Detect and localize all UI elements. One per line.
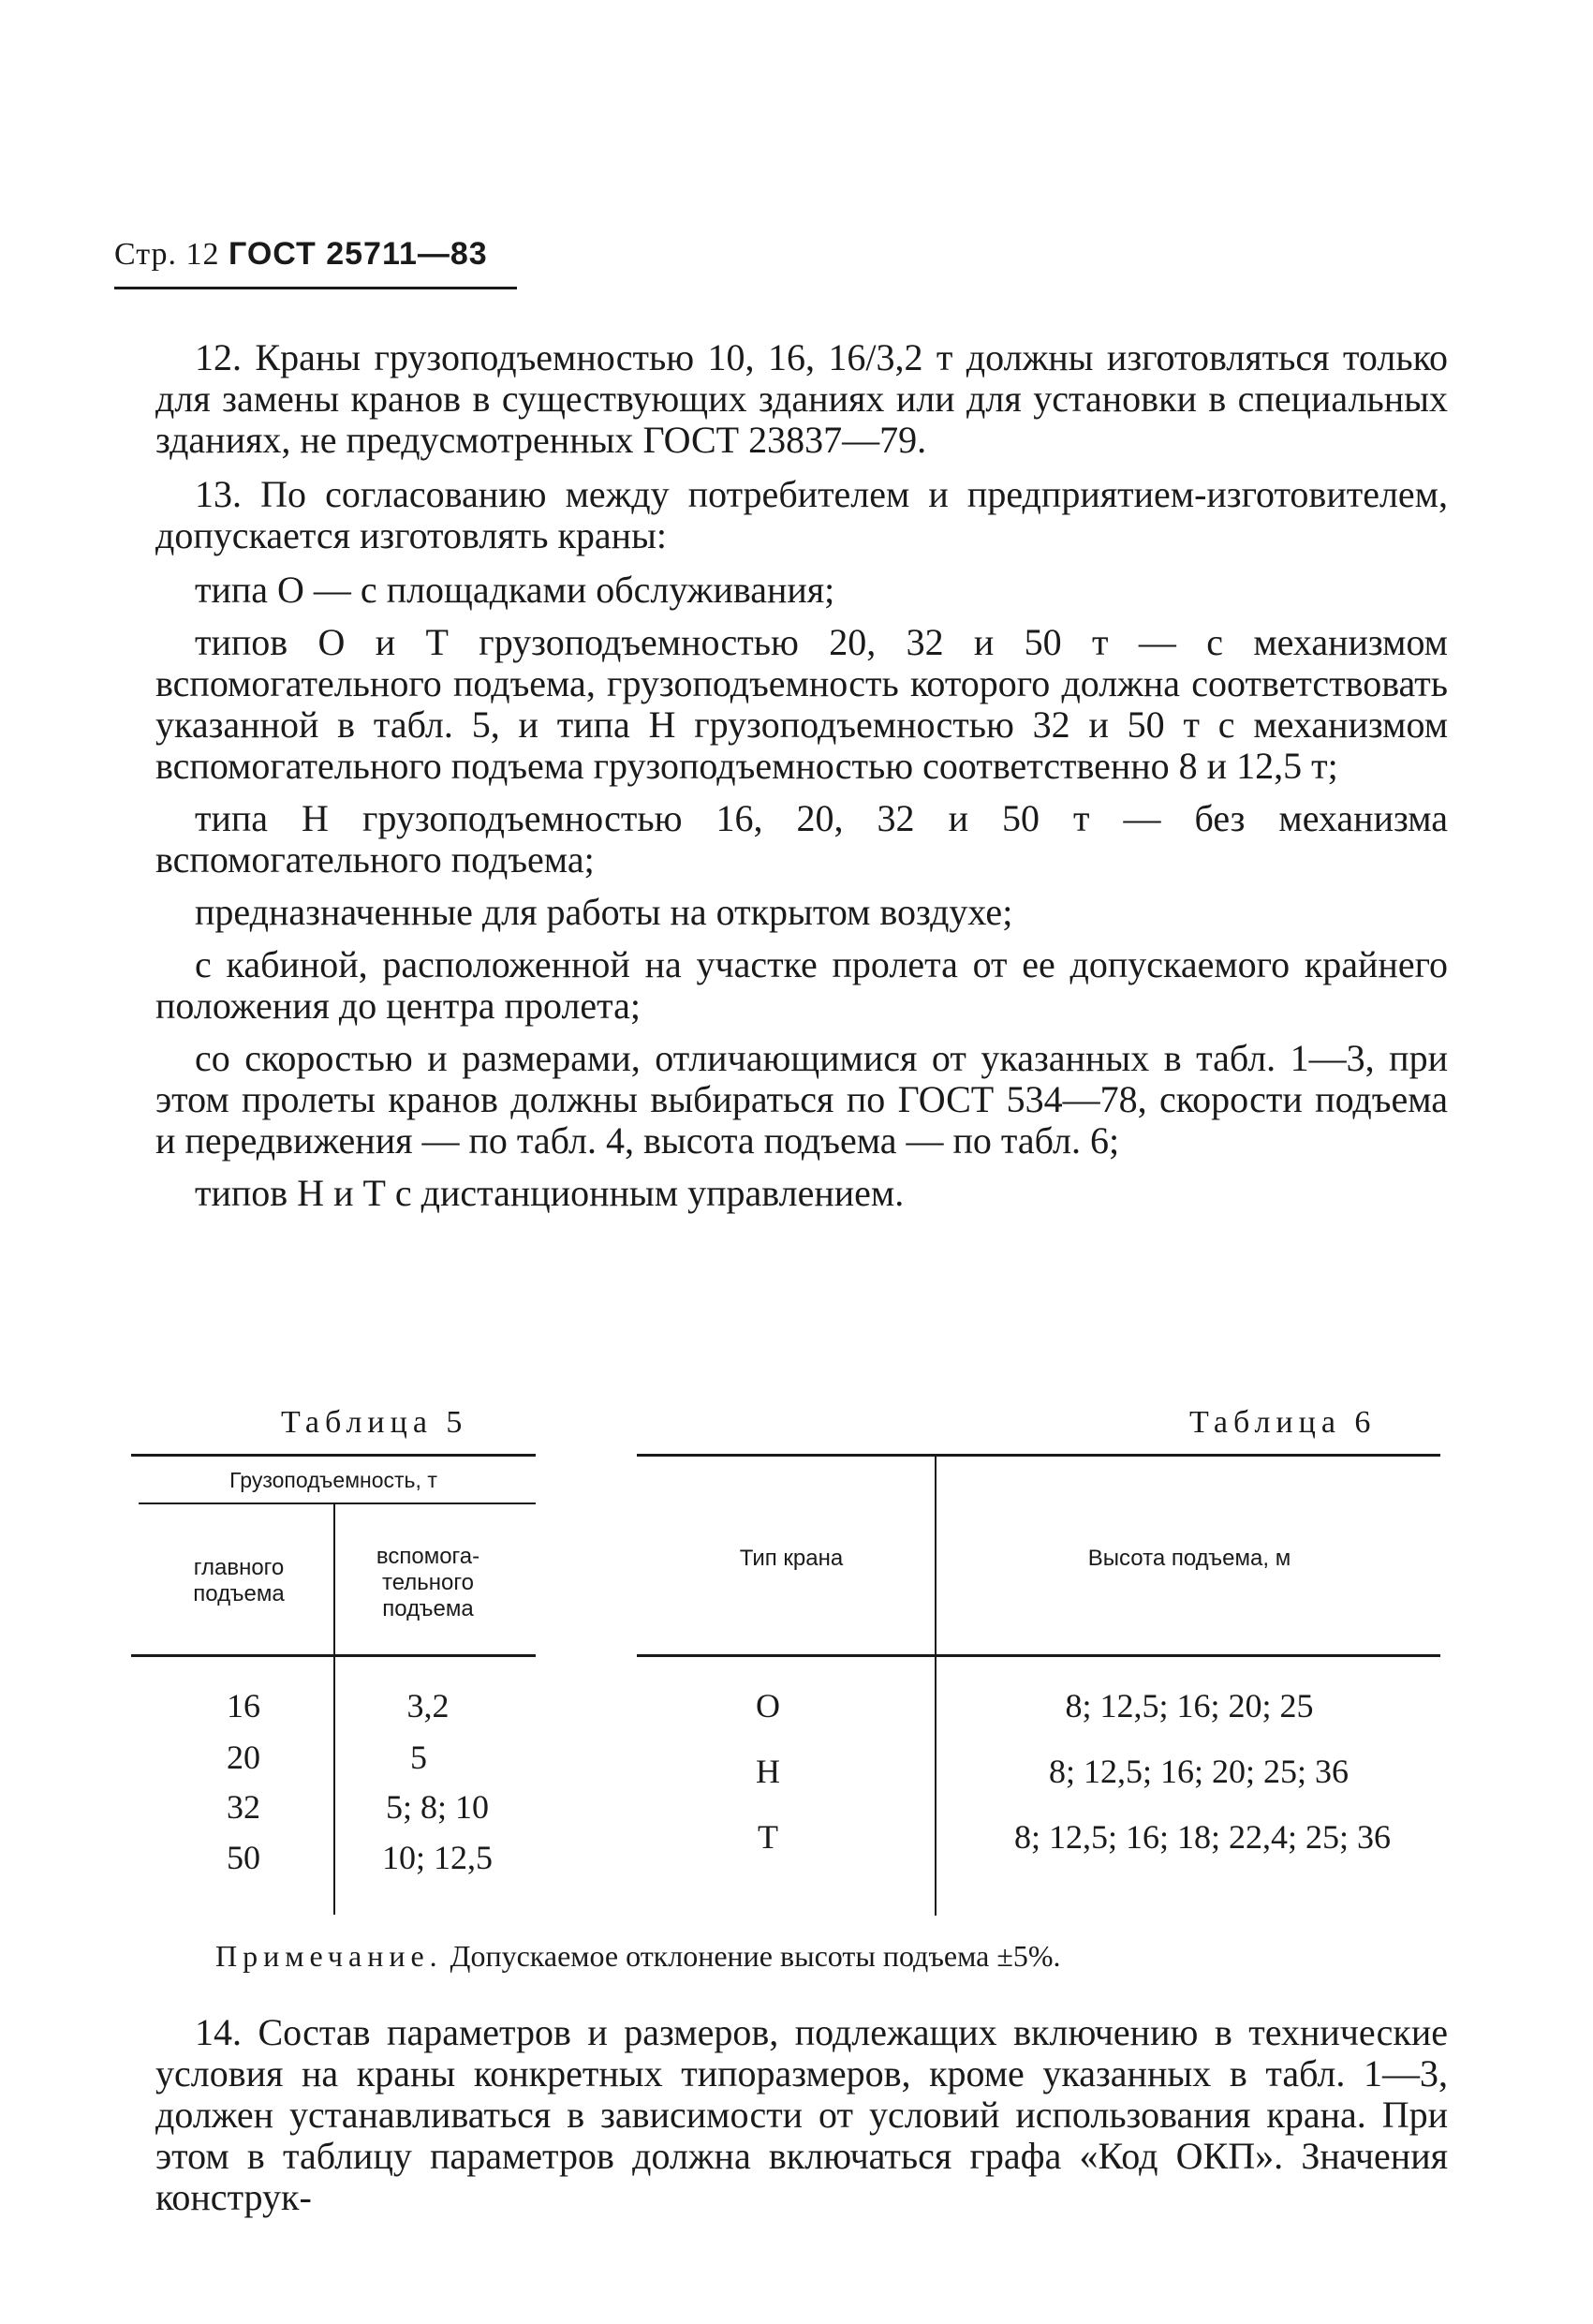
page-header [114,236,488,273]
table5-sub-rule [139,1502,536,1504]
table5-aux-value: 5; 8; 10 [385,1788,489,1826]
table6-type-value: О [756,1687,780,1724]
header-rule [114,287,517,289]
standard-code: ГОСТ 25711—83 [229,236,488,272]
table5-main-value: 32 [227,1788,260,1826]
list-item: с кабиной, расположенной на участке пролета от ее допускаемого крайнего положения до центра пролета; [155,943,1448,1027]
table6-col-type: Тип крана [739,1546,844,1571]
page-number: Стр. 12 [114,237,220,272]
table6-top-rule [637,1454,1440,1457]
paragraph-13: 13. По согласованию между потребителем и предприятием-изготовителем, допускается изготовлять краны: [155,473,1448,556]
table5-col-divider [333,1504,335,1915]
table6-caption: Таблица 6 [1189,1405,1377,1440]
table5-top-rule [131,1454,536,1457]
table5-aux-value: 5 [410,1739,427,1776]
table6-type-value: Т [758,1818,778,1856]
table5-col-main: главного подъема [193,1555,285,1606]
list-item: типов О и Т грузоподъемностью 20, 32 и 50 т — с механизмом вспомогательного подъема, грузоподъемность которого должна соответствовать указанной в табл. 5, и типа Н грузоподъемностью 32 и 50 т с механизмом вспомогательного подъема грузоподъемностью соответственно 8 и 12,5 т; [155,621,1448,787]
table6-col-height: Высота подъема, м [1087,1546,1291,1571]
table6-col-divider [935,1457,937,1916]
table6-type-value: Н [756,1753,780,1790]
table6-height-value: 8; 12,5; 16; 20; 25 [1065,1687,1314,1724]
list-item: со скоростью и размерами, отличающимися от указанных в табл. 1—3, при этом пролеты кранов должны выбираться по ГОСТ 534—78, скорости подъема и передвижения — по табл. 4, высота подъема — по табл. 6; [155,1037,1448,1162]
paragraph-12: 12. Краны грузоподъемностью 10, 16, 16/3,2 т должны изготовляться только для замены кранов в существующих зданиях или для установки в специальных зданиях, не предусмотренных ГОСТ 23837—79. [155,336,1448,461]
list-item: предназначенные для работы на открытом воздухе; [195,891,1013,933]
list-item: типов Н и Т с дистанционным управлением. [195,1172,905,1214]
table-note [215,1939,1061,1974]
note-text: Допускаемое отклонение высоты подъема ±5%. [450,1939,1061,1973]
table5-header-rule [131,1654,536,1657]
closing-text [155,2012,1448,2231]
table6-header-rule [637,1654,1440,1657]
table5-col-aux: вспомога-тельного подъема [376,1544,480,1621]
paragraph-14: 14. Состав параметров и размеров, подлежащих включению в технические условия на краны конкретных типоразмеров, кроме указанных в табл. 1—3, должен устанавливаться в зависимости от условий использования крана. При этом в таблицу параметров должна включаться графа «Код ОКП». Значения конструк- [155,2011,1448,2218]
table6-height-value: 8; 12,5; 16; 20; 25; 36 [1048,1753,1349,1790]
table5-aux-value: 10; 12,5 [381,1839,493,1876]
table5-main-value: 16 [227,1687,260,1724]
list-item: типа Н грузоподъемностью 16, 20, 32 и 50 т — без механизма вспомогательного подъема; [155,797,1448,881]
table6-height-value: 8; 12,5; 16; 18; 22,4; 25; 36 [1013,1818,1391,1856]
table5-main-value: 50 [227,1839,260,1876]
list-item: типа О — с площадками обслуживания; [195,569,835,611]
table5-aux-value: 3,2 [406,1687,450,1724]
main-text [155,337,1448,1225]
table5-group-header: Грузоподъемность, т [229,1468,437,1492]
table5-main-value: 20 [227,1739,260,1776]
note-label: Примечание. [215,1939,443,1973]
table5-caption: Таблица 5 [281,1405,468,1440]
